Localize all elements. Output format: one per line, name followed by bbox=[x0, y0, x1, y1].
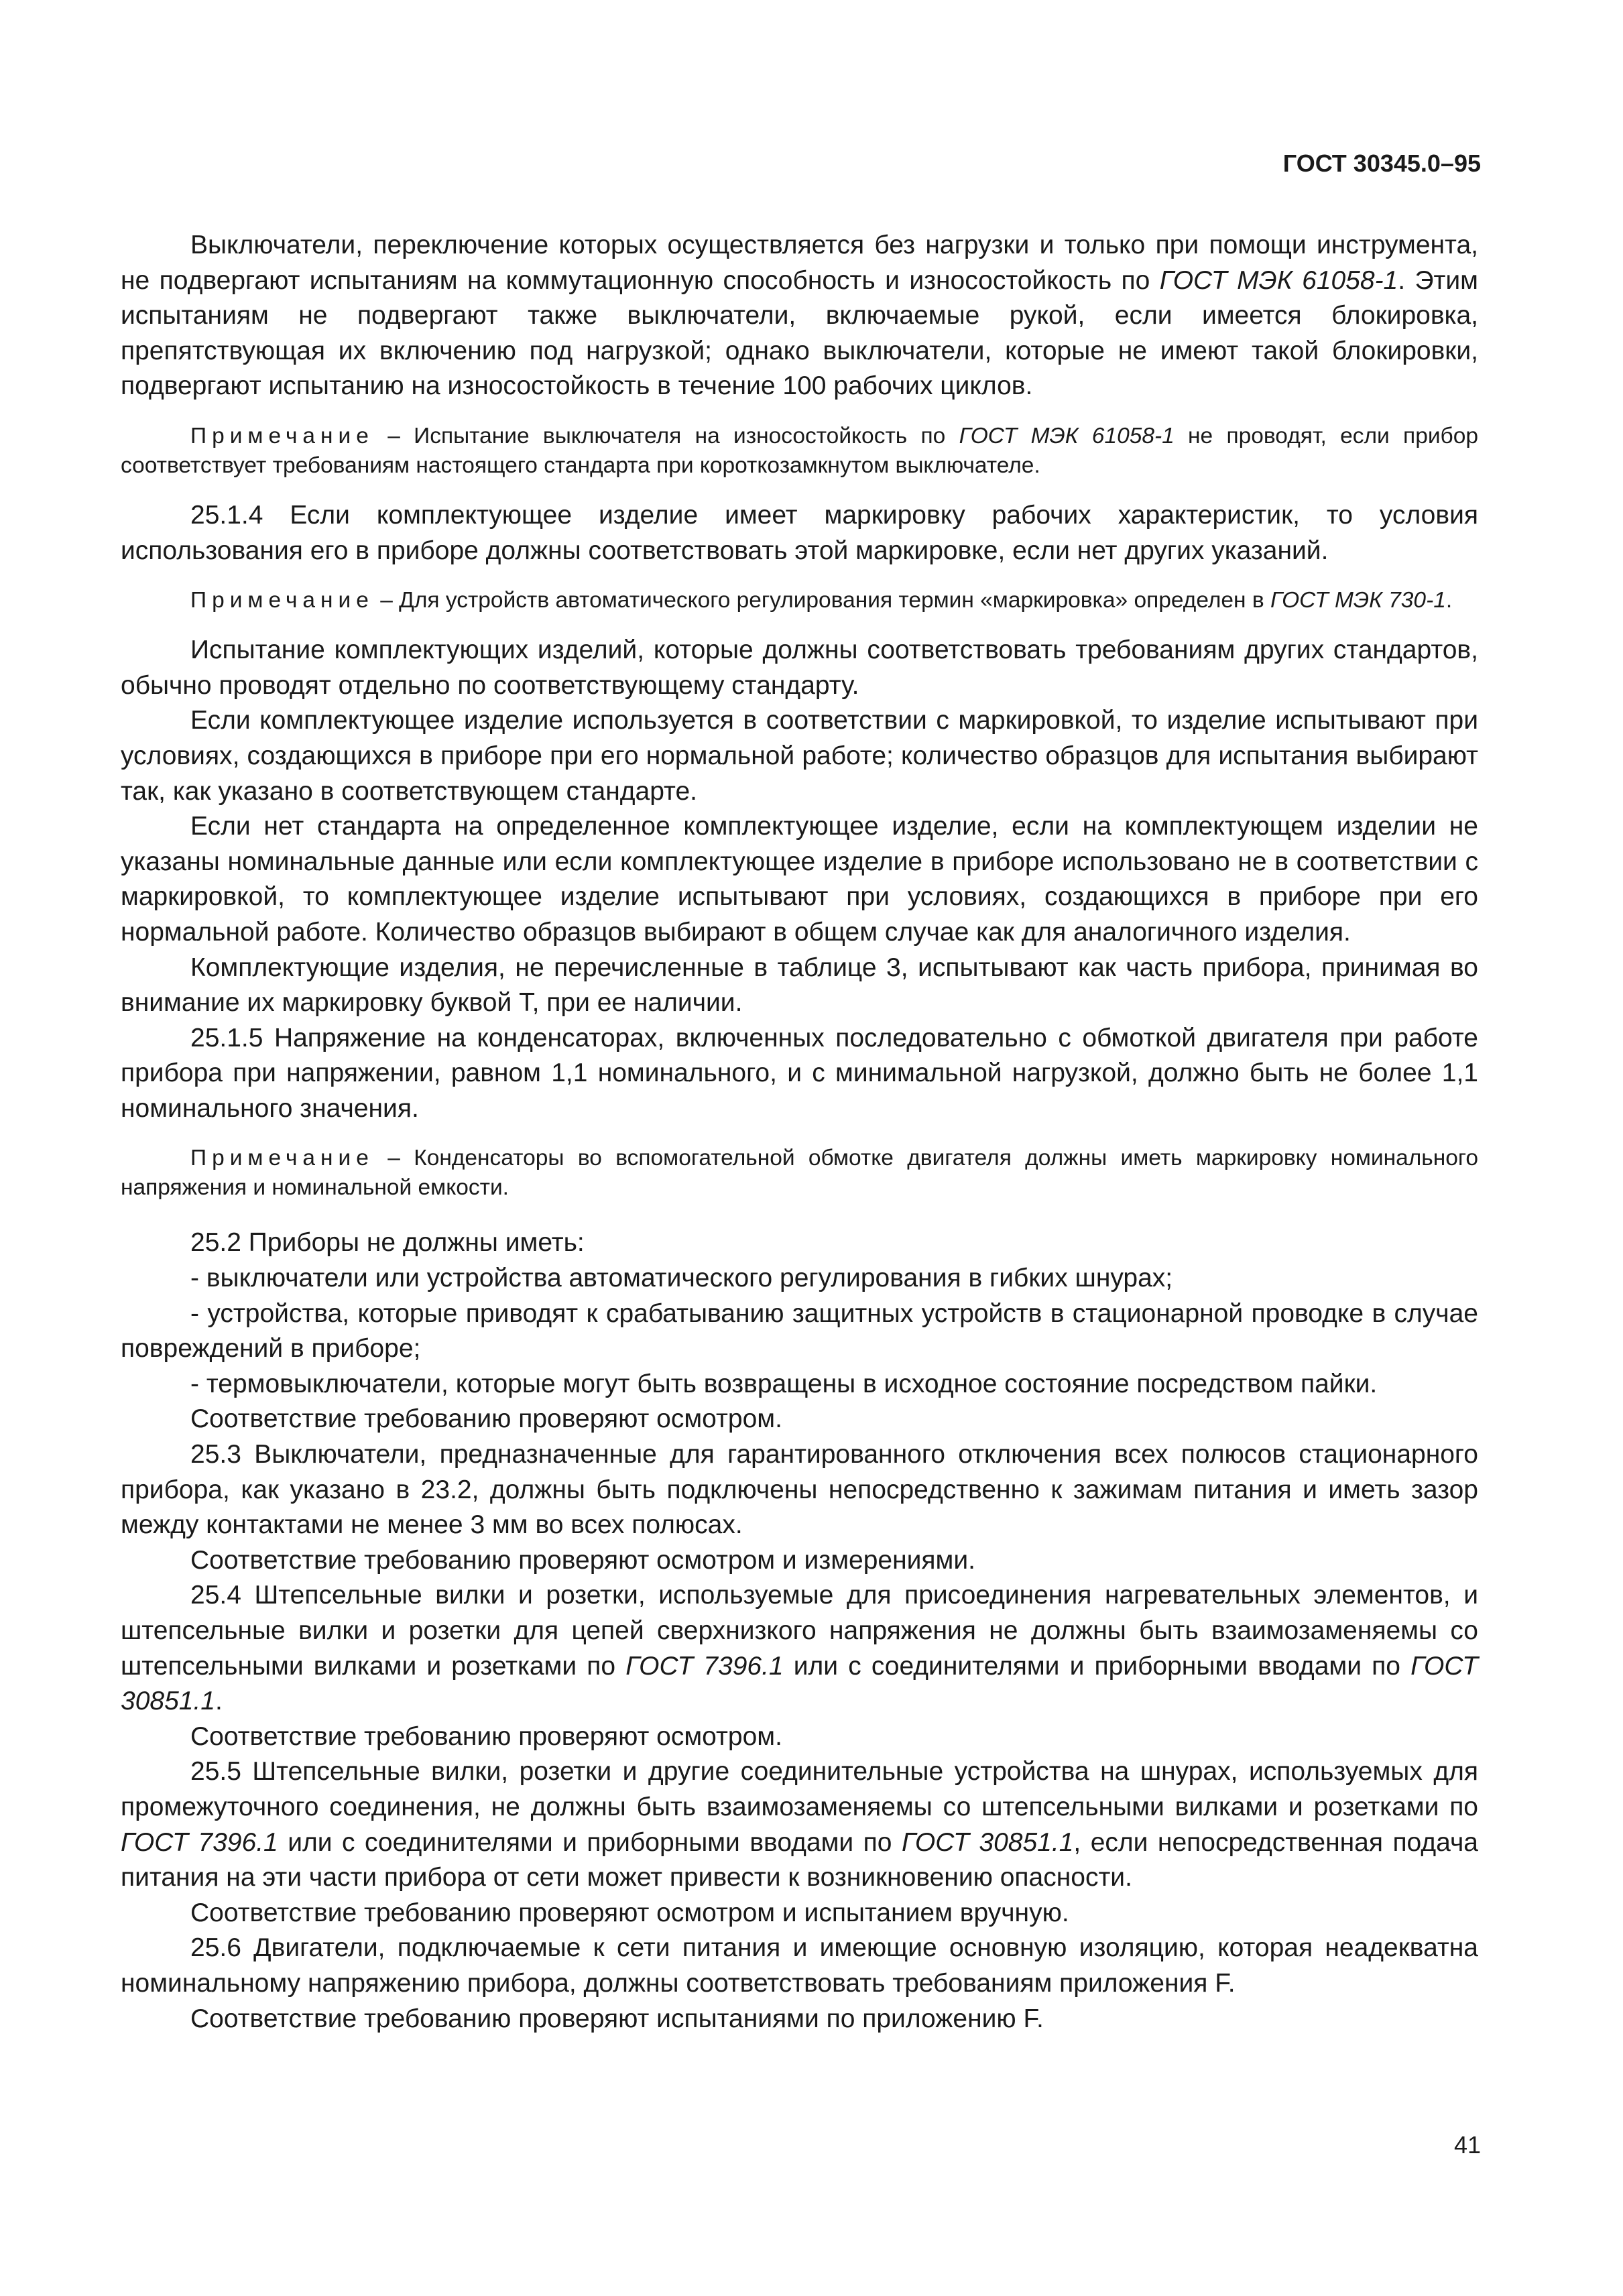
text-run: 25.6 Двигатели, подключаемые к сети питания и имеющие основную изоляцию, которая неадекватна номинальному напряжению прибора, должны соответствовать требованиям приложения F. bbox=[121, 1933, 1478, 1998]
body-paragraph bbox=[121, 1021, 1478, 1127]
text-run: 25.1.4 Если комплектующее изделие имеет маркировку рабочих характеристик, то условия использования его в приборе должны соответствовать этой маркировке, если нет других указаний. bbox=[121, 500, 1478, 565]
note-paragraph bbox=[121, 1144, 1478, 1203]
body-paragraph bbox=[121, 1437, 1478, 1543]
text-run: 25.4 Штепсельные вилки и розетки, используемые для присоединения нагревательных элементов, и штепсельные вилки и розетки для цепей сверхнизкого напряжения не должны быть взаимозаменяемы со штепсельными вилками и розетками по bbox=[121, 1581, 1478, 1681]
document-body bbox=[121, 228, 1478, 2037]
text-run: Если комплектующее изделие используется в соответствии с маркировкой, то изделие испытывают при условиях, создающихся в приборе при его нормальной работе; количество образцов для испытания выбирают так, как указано в соответствующем стандарте. bbox=[121, 706, 1478, 806]
text-run: 25.3 Выключатели, предназначенные для гарантированного отключения всех полюсов стационарного прибора, как указано в 23.2, должны быть подключены непосредственно к зажимам питания и иметь зазор между контактами не менее 3 мм во всех полюсах. bbox=[121, 1440, 1478, 1540]
standard-reference: ГОСТ 30851.1 bbox=[121, 1651, 1479, 1716]
body-paragraph bbox=[121, 633, 1478, 703]
body-paragraph bbox=[121, 1578, 1478, 1719]
page-number: 41 bbox=[1453, 2131, 1481, 2159]
standard-reference: ГОСТ МЭК 61058-1 bbox=[1159, 265, 1398, 295]
body-paragraph bbox=[121, 1261, 1478, 1296]
text-run: – Испытание выключателя на износостойкость по bbox=[373, 423, 959, 448]
text-run: или с соединителями и приборными вводами по bbox=[783, 1651, 1411, 1681]
text-run: 25.2 Приборы не должны иметь: bbox=[190, 1228, 585, 1258]
body-paragraph bbox=[121, 1931, 1478, 2001]
body-paragraph bbox=[121, 498, 1478, 568]
text-run: - устройства, которые приводят к срабатыванию защитных устройств в стационарной проводке в случае повреждений в приборе; bbox=[121, 1298, 1478, 1364]
text-run: Испытание комплектующих изделий, которые должны соответствовать требованиям других стандартов, обычно проводят отдельно по соответствующему стандарту. bbox=[121, 636, 1478, 700]
document-code: ГОСТ 30345.0–95 bbox=[1282, 149, 1481, 177]
body-paragraph bbox=[121, 2002, 1478, 2037]
body-paragraph bbox=[121, 1225, 1478, 1261]
text-run: Соответствие требованию проверяют осмотром. bbox=[190, 1404, 782, 1434]
note-label: Примечание bbox=[190, 423, 374, 448]
standard-reference: ГОСТ 30851.1 bbox=[901, 1827, 1074, 1857]
text-run: – Для устройств автоматического регулирования термин «маркировка» определен в bbox=[373, 588, 1270, 613]
body-paragraph bbox=[121, 1402, 1478, 1437]
standard-reference: ГОСТ МЭК 61058-1 bbox=[959, 423, 1175, 448]
text-run: Соответствие требованию проверяют испытаниями по приложению F. bbox=[190, 2004, 1044, 2033]
body-paragraph bbox=[121, 1367, 1478, 1402]
text-run: Соответствие требованию проверяют осмотром и испытанием вручную. bbox=[190, 1898, 1069, 1927]
body-paragraph bbox=[121, 703, 1478, 809]
text-run: Если нет стандарта на определенное комплектующее изделие, если на комплектующем изделии не указаны номинальные данные или если комплектующее изделие в приборе использовано не в соответствии с маркировкой, то комплектующее изделие испытывают при условиях, создающихся в приборе при его нормальной работе. Количество образцов выбирают в общем случае как для аналогичного изделия. bbox=[121, 812, 1478, 947]
note-paragraph bbox=[121, 422, 1478, 481]
standard-reference: ГОСТ 7396.1 bbox=[625, 1651, 784, 1681]
body-paragraph bbox=[121, 951, 1478, 1021]
body-paragraph bbox=[121, 1296, 1478, 1367]
text-run: , если непосредственная подача питания на эти части прибора от сети может привести к возникновению опасности. bbox=[121, 1827, 1478, 1892]
text-run: или с соединителями и приборными вводами по bbox=[278, 1827, 902, 1857]
body-paragraph bbox=[121, 809, 1478, 950]
body-paragraph bbox=[121, 1754, 1478, 1895]
body-paragraph bbox=[121, 1896, 1478, 1931]
text-run: . bbox=[215, 1687, 223, 1716]
text-run: - термовыключатели, которые могут быть возвращены в исходное состояние посредством пайки. bbox=[190, 1369, 1378, 1398]
text-run: . bbox=[1445, 588, 1453, 613]
standard-reference: ГОСТ МЭК 730-1 bbox=[1270, 588, 1446, 613]
body-paragraph bbox=[121, 228, 1478, 404]
text-run: 25.5 Штепсельные вилки, розетки и другие соединительные устройства на шнурах, используемых для промежуточного соединения, не должны быть взаимозаменяемы со штепсельными вилками и розетками по bbox=[121, 1757, 1478, 1821]
body-paragraph bbox=[121, 1543, 1478, 1579]
text-run: Соответствие требованию проверяют осмотром и измерениями. bbox=[190, 1545, 975, 1575]
text-run: Комплектующие изделия, не перечисленные в таблице 3, испытывают как часть прибора, принимая во внимание их маркировку буквой Т, при ее наличии. bbox=[121, 953, 1478, 1018]
note-label: Примечание bbox=[190, 1146, 374, 1171]
text-run: Выключатели, переключение которых осуществляется без нагрузки и только при помощи инструмента, не подвергают испытаниям на коммутационную способность и износостойкость по bbox=[121, 231, 1478, 295]
text-run: 25.1.5 Напряжение на конденсаторах, включенных последовательно с обмоткой двигателя при работе прибора при напряжении, равном 1,1 номинального, и с минимальной нагрузкой, должно быть не более 1,1 номинального значения. bbox=[121, 1023, 1478, 1123]
text-run: . Этим испытаниям не подвергают также выключатели, включаемые рукой, если имеется блокировка, препятствующая их включению под нагрузкой; однако выключатели, которые не имеют такой блокировки, подвергают испытанию на износостойкость в течение 100 рабочих циклов. bbox=[121, 265, 1478, 401]
text-run: Соответствие требованию проверяют осмотром. bbox=[190, 1721, 782, 1751]
text-run: не проводят, если прибор соответствует требованиям настоящего стандарта при короткозамкнутом выключателе. bbox=[121, 423, 1478, 478]
text-run: – Конденсаторы во вспомогательной обмотке двигателя должны иметь маркировку номинального напряжения и номинальной емкости. bbox=[121, 1146, 1478, 1201]
standard-reference: ГОСТ 7396.1 bbox=[121, 1827, 278, 1857]
body-paragraph bbox=[121, 1719, 1478, 1755]
note-label: Примечание bbox=[190, 588, 374, 613]
text-run: - выключатели или устройства автоматического регулирования в гибких шнурах; bbox=[190, 1264, 1173, 1293]
note-paragraph bbox=[121, 586, 1478, 615]
